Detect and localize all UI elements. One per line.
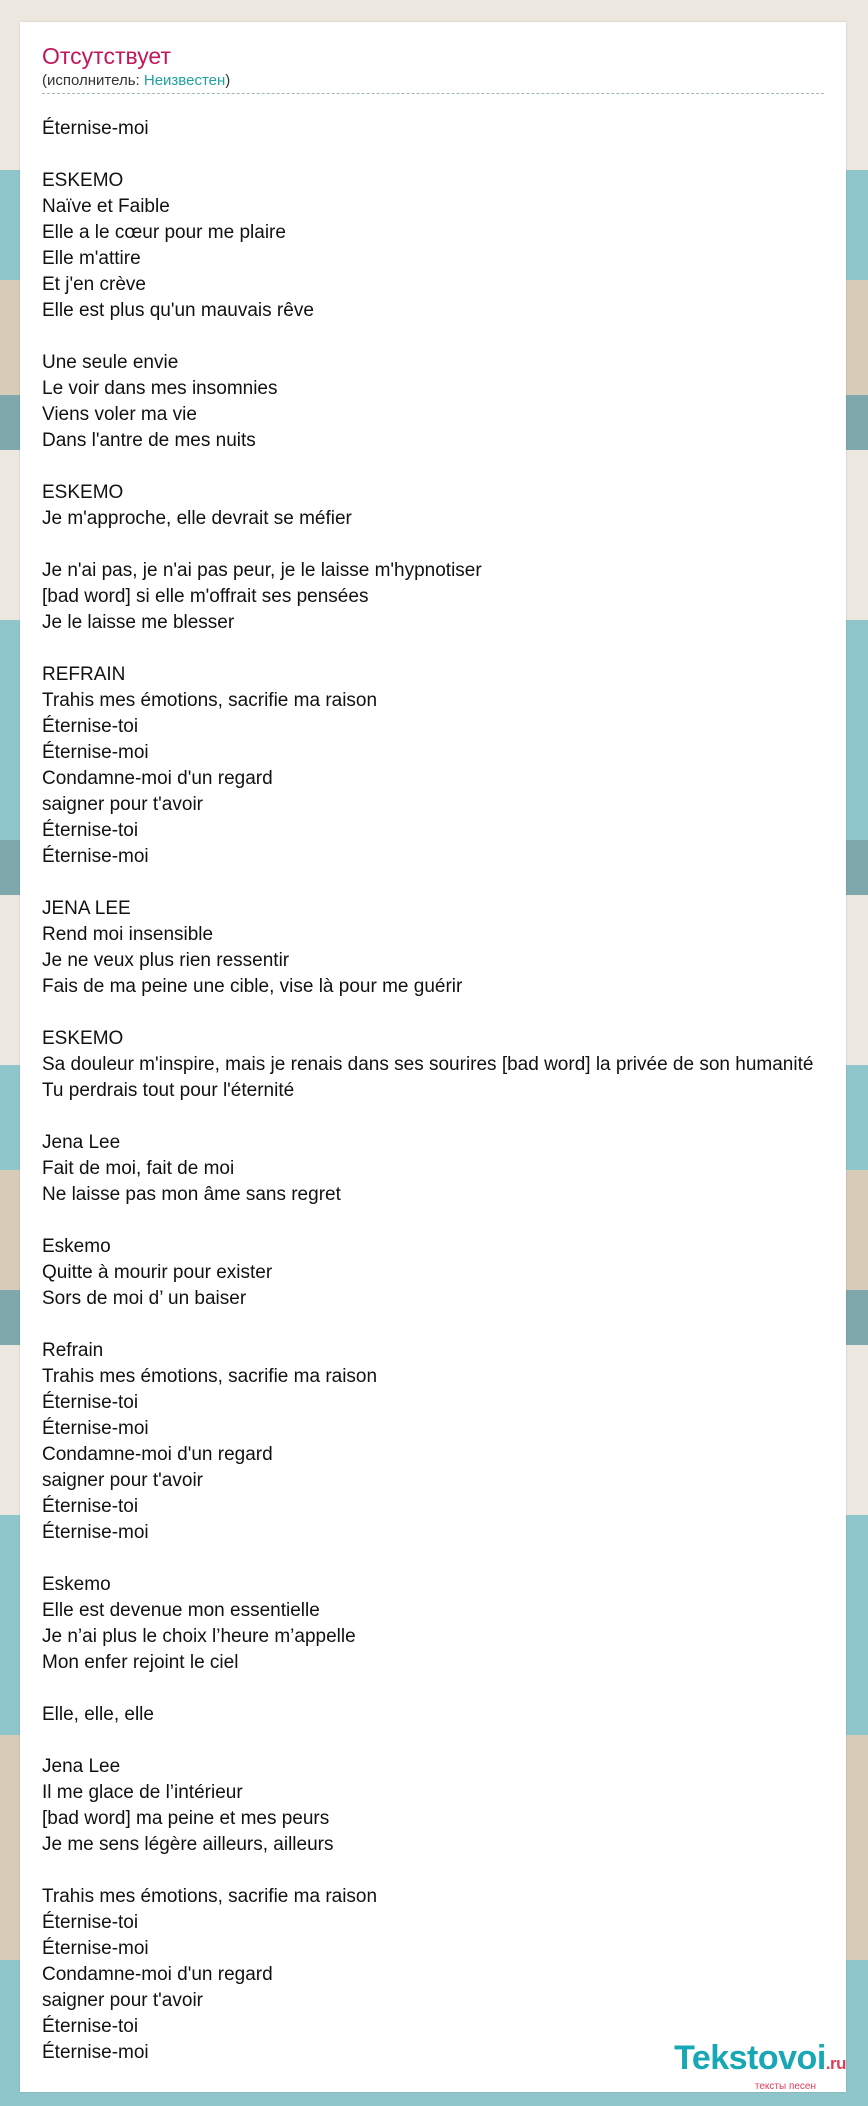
lyric-line: Fait de moi, fait de moi: [42, 1158, 235, 1179]
lyric-line: REFRAIN: [42, 664, 126, 685]
lyric-line: Éternise-toi: [42, 2016, 139, 2037]
lyric-line: Quitte à mourir pour exister: [42, 1262, 273, 1283]
lyric-line: Condamne-moi d'un regard: [42, 768, 273, 789]
lyric-line: saigner pour t'avoir: [42, 794, 203, 815]
artist-link[interactable]: Неизвестен: [143, 72, 226, 89]
lyrics-card: [20, 22, 846, 2092]
logo-wordmark: [674, 2040, 846, 2082]
song-title: Отсутствует: [42, 43, 171, 69]
lyric-line: saigner pour t'avoir: [42, 1470, 203, 1491]
artist-line: [42, 72, 230, 90]
lyric-line: Jena Lee: [42, 1756, 121, 1777]
lyric-line: Eskemo: [42, 1236, 111, 1257]
lyric-line: Dans l'antre de mes nuits: [42, 430, 256, 451]
lyric-line: Elle, elle, elle: [42, 1704, 154, 1725]
lyric-line: Elle m'attire: [42, 248, 141, 269]
lyric-line: Éternise-toi: [42, 1912, 139, 1933]
lyric-line: Éternise-toi: [42, 820, 139, 841]
lyric-line: [42, 1546, 862, 1572]
lyric-line: [42, 1000, 862, 1026]
lyric-line: Condamne-moi d'un regard: [42, 1964, 273, 1985]
lyric-line: Sa douleur m'inspire, mais je renais dans ses sourires [bad word] la privée de son humanité: [42, 1054, 814, 1075]
artist-suffix: ): [225, 72, 231, 89]
lyric-line: Éternise-moi: [42, 846, 149, 867]
lyric-line: [bad word] si elle m'offrait ses pensées: [42, 586, 369, 607]
artist-prefix: (исполнитель:: [42, 72, 144, 89]
lyric-line: Ne laisse pas mon âme sans regret: [42, 1184, 341, 1205]
lyric-line: Je n'ai pas, je n'ai pas peur, je le laisse m'hypnotiser: [42, 560, 482, 581]
lyric-line: [42, 1312, 862, 1338]
site-logo[interactable]: [636, 2039, 846, 2092]
lyric-line: saigner pour t'avoir: [42, 1990, 203, 2011]
lyric-line: Éternise-toi: [42, 1392, 139, 1413]
lyric-line: Jena Lee: [42, 1132, 121, 1153]
lyric-line: [42, 142, 862, 168]
title-separator: [42, 93, 824, 94]
lyric-line: [42, 636, 862, 662]
lyric-line: [42, 1858, 862, 1884]
lyric-line: Et j'en crève: [42, 274, 146, 295]
lyric-line: Une seule envie: [42, 352, 179, 373]
lyric-line: Tu perdrais tout pour l'éternité: [42, 1080, 295, 1101]
lyric-line: ESKEMO: [42, 1028, 124, 1049]
lyric-line: Il me glace de l’intérieur: [42, 1782, 243, 1803]
lyric-line: Trahis mes émotions, sacrifie ma raison: [42, 1366, 378, 1387]
lyric-line: Elle a le cœur pour me plaire: [42, 222, 286, 243]
lyric-line: Éternise-moi: [42, 742, 149, 763]
lyric-line: Trahis mes émotions, sacrifie ma raison: [42, 1886, 378, 1907]
lyric-line: [42, 1104, 862, 1130]
lyric-line: Viens voler ma vie: [42, 404, 197, 425]
lyric-line: [42, 1728, 862, 1754]
lyric-line: [42, 1208, 862, 1234]
lyric-line: Éternise-toi: [42, 716, 139, 737]
lyric-line: Je me sens légère ailleurs, ailleurs: [42, 1834, 334, 1855]
lyric-line: Je ne veux plus rien ressentir: [42, 950, 290, 971]
lyric-line: [42, 870, 862, 896]
lyric-line: Éternise-moi: [42, 118, 149, 139]
lyric-line: Elle est devenue mon essentielle: [42, 1600, 320, 1621]
lyric-line: Le voir dans mes insomnies: [42, 378, 278, 399]
lyric-line: Éternise-moi: [42, 2042, 149, 2063]
lyric-line: Condamne-moi d'un regard: [42, 1444, 273, 1465]
lyric-line: [42, 454, 862, 480]
lyrics-text: [42, 116, 862, 2066]
lyric-line: Je n’ai plus le choix l’heure m’appelle: [42, 1626, 356, 1647]
lyric-line: Sors de moi d’ un baiser: [42, 1288, 247, 1309]
lyric-line: ESKEMO: [42, 482, 124, 503]
lyric-line: Refrain: [42, 1340, 104, 1361]
lyric-line: [bad word] ma peine et mes peurs: [42, 1808, 330, 1829]
lyric-line: ESKEMO: [42, 170, 124, 191]
lyric-line: Trahis mes émotions, sacrifie ma raison: [42, 690, 378, 711]
lyric-line: Elle est plus qu'un mauvais rêve: [42, 300, 314, 321]
lyric-line: Mon enfer rejoint le ciel: [42, 1652, 239, 1673]
lyric-line: [42, 324, 862, 350]
lyric-line: Rend moi insensible: [42, 924, 214, 945]
logo-name: Tekstovoi: [674, 2039, 826, 2077]
lyric-line: JENA LEE: [42, 898, 131, 919]
lyric-line: [42, 1676, 862, 1702]
lyric-line: Fais de ma peine une cible, vise là pour me guérir: [42, 976, 463, 997]
logo-tld: .ru: [825, 2054, 846, 2073]
lyric-line: Je le laisse me blesser: [42, 612, 235, 633]
lyric-line: Eskemo: [42, 1574, 111, 1595]
logo-tagline: тексты песен: [754, 2081, 816, 2092]
lyric-line: [42, 532, 862, 558]
lyric-line: Éternise-toi: [42, 1496, 139, 1517]
lyric-line: Éternise-moi: [42, 1938, 149, 1959]
lyric-line: Je m'approche, elle devrait se méfier: [42, 508, 352, 529]
lyric-line: Naïve et Faible: [42, 196, 170, 217]
lyric-line: Éternise-moi: [42, 1522, 149, 1543]
lyric-line: Éternise-moi: [42, 1418, 149, 1439]
